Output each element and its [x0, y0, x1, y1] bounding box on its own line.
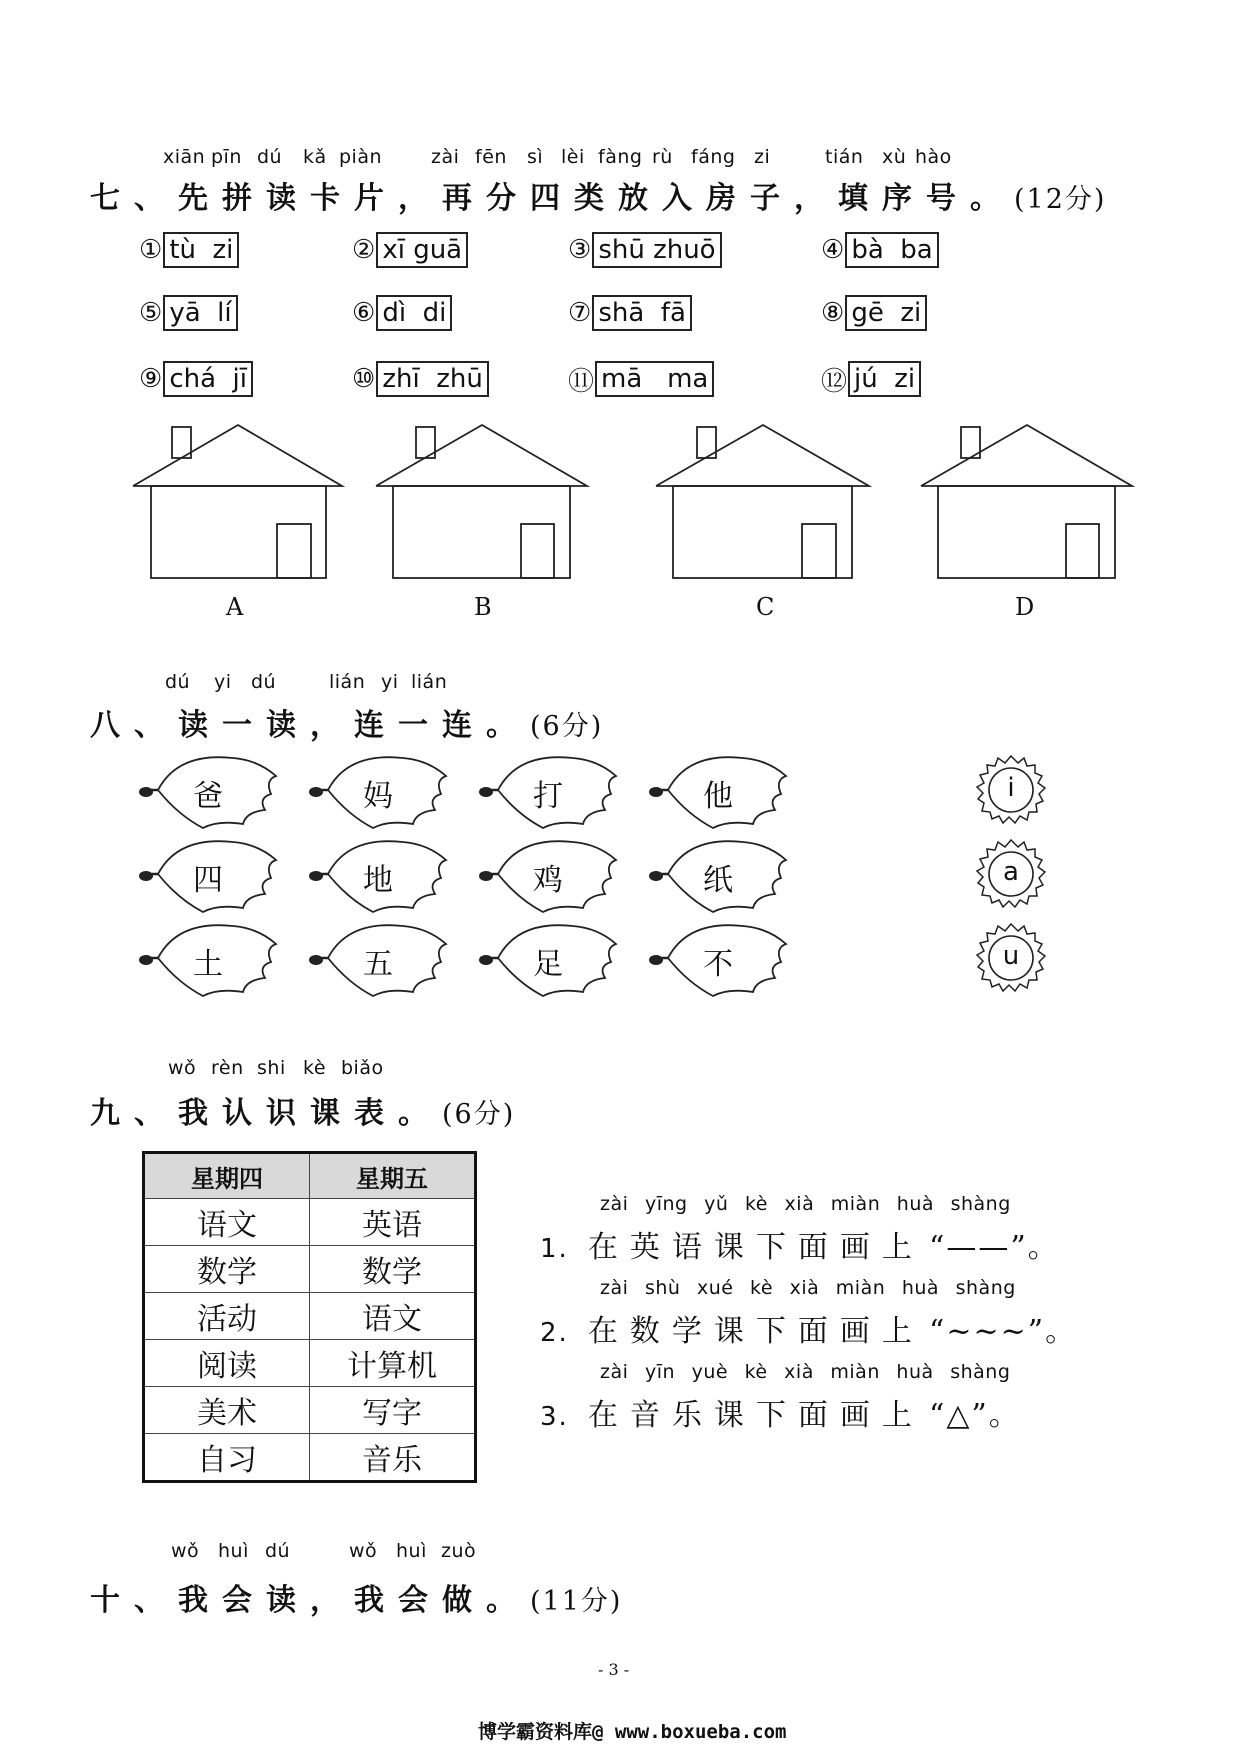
table-cell: 英语: [310, 1199, 476, 1246]
question-2-pinyin: [600, 1277, 1016, 1299]
question-1-pinyin: [600, 1193, 1011, 1215]
pinyin-zi: zi: [754, 146, 771, 168]
houses-drawing: [0, 415, 1241, 590]
pinyin-si: sì: [527, 146, 544, 168]
pinyin-fang: fàng: [598, 146, 643, 168]
house-label-c: C: [756, 593, 775, 621]
pinyin-biao: biǎo: [341, 1057, 384, 1079]
card-text: jú zi: [848, 361, 921, 397]
card-text: mā ma: [595, 361, 714, 397]
card-text: xī guā: [376, 232, 468, 268]
section-8-title: 八、读一读，连一连。: [90, 708, 530, 743]
pinyin-pin: pīn: [211, 146, 242, 168]
table-cell: 写字: [310, 1387, 476, 1434]
house-d-icon: [921, 425, 1132, 578]
section-8-score: (6分): [530, 711, 604, 742]
pinyin-yi2: yi: [381, 671, 399, 693]
pinyin-card-1[interactable]: [139, 232, 239, 268]
pinyin-card-12[interactable]: [821, 361, 921, 397]
leaf-char[interactable]: 地: [363, 863, 393, 898]
card-number: ④: [821, 235, 845, 265]
pinyin: huà: [896, 1361, 934, 1383]
sun-letter[interactable]: u: [1002, 941, 1020, 971]
card-number: ①: [139, 235, 163, 265]
card-text: dì di: [376, 295, 452, 331]
table-row: [144, 1199, 476, 1246]
pinyin: zài: [600, 1193, 629, 1215]
card-number: ⑨: [139, 364, 163, 394]
pinyin-zuo: zuò: [441, 1540, 477, 1562]
section-7-heading: [90, 173, 1106, 217]
pinyin-wo: wǒ: [171, 1540, 200, 1562]
sun-letter[interactable]: i: [1007, 773, 1015, 803]
section-10-heading: [90, 1575, 622, 1619]
pinyin: shàng: [950, 1193, 1011, 1215]
card-text: tù zi: [163, 232, 239, 268]
question-mark: “△”。: [929, 1398, 1021, 1433]
pinyin-pian: piàn: [339, 146, 383, 168]
pinyin: xià: [789, 1277, 820, 1299]
pinyin-card-3[interactable]: [568, 232, 722, 268]
pinyin: huà: [901, 1277, 940, 1299]
pinyin-du2: dú: [251, 671, 277, 693]
table-cell: 数学: [144, 1246, 310, 1293]
pinyin: yǔ: [704, 1193, 729, 1215]
section-7-title: 七、先拼读卡片，再分四类放入房子，填序号。: [90, 181, 1014, 216]
card-number: ⑥: [352, 298, 376, 328]
pinyin-wo2: wǒ: [349, 1540, 378, 1562]
pinyin: zài: [600, 1361, 629, 1383]
table-cell: 活动: [144, 1293, 310, 1340]
pinyin-lian: lián: [329, 671, 366, 693]
pinyin-hao: hào: [915, 146, 952, 168]
pinyin-ka: kǎ: [303, 146, 327, 168]
question-3-pinyin: [600, 1361, 1010, 1383]
question-mark: “——”。: [929, 1230, 1060, 1265]
house-a-icon: [133, 425, 342, 578]
question-number: 2.: [540, 1318, 569, 1348]
pinyin: shàng: [955, 1277, 1016, 1299]
leaf-char[interactable]: 妈: [363, 779, 393, 814]
table-row: [144, 1293, 476, 1340]
question-text: 在音乐课下面画上: [587, 1398, 924, 1433]
card-number: ⑫: [821, 366, 848, 397]
pinyin: miàn: [835, 1277, 886, 1299]
pinyin: yuè: [691, 1361, 729, 1383]
leaf-char[interactable]: 他: [703, 779, 733, 814]
pinyin-ren: rèn: [211, 1057, 244, 1079]
leaf-char[interactable]: 足: [533, 947, 563, 982]
pinyin-zai: zài: [431, 146, 460, 168]
pinyin-ke: kè: [303, 1057, 327, 1079]
leaf-char[interactable]: 四: [193, 863, 223, 898]
pinyin-lei: lèi: [561, 146, 585, 168]
pinyin-card-5[interactable]: [139, 295, 238, 331]
section-7-score: (12分): [1014, 184, 1107, 215]
card-text: chá jī: [163, 361, 253, 397]
pinyin-hui2: huì: [396, 1540, 427, 1562]
pinyin-card-7[interactable]: [568, 295, 692, 331]
card-number: ⑧: [821, 298, 845, 328]
section-9-score: (6分): [442, 1099, 516, 1130]
card-text: gē zi: [845, 295, 927, 331]
pinyin-card-8[interactable]: [821, 295, 927, 331]
table-row: [144, 1340, 476, 1387]
pinyin-du: dú: [265, 1540, 291, 1562]
leaf-char[interactable]: 打: [533, 779, 563, 814]
pinyin-lian2: lián: [411, 671, 448, 693]
question-1: [540, 1222, 1060, 1266]
pinyin-shi: shi: [257, 1057, 286, 1079]
pinyin: kè: [744, 1361, 768, 1383]
pinyin-fen: fēn: [475, 146, 507, 168]
pinyin-card-6[interactable]: [352, 295, 452, 331]
question-number: 1.: [540, 1234, 569, 1264]
card-text: yā lí: [163, 295, 237, 331]
card-text: shā fā: [592, 295, 692, 331]
pinyin: yīng: [644, 1193, 688, 1215]
pinyin-xian: xiān: [163, 146, 206, 168]
question-mark: “~~~”。: [929, 1314, 1078, 1349]
sun-letter[interactable]: a: [1003, 857, 1019, 887]
leaf-char[interactable]: 土: [193, 947, 223, 982]
pinyin-fang2: fáng: [691, 146, 736, 168]
column-header: 星期四: [144, 1153, 310, 1199]
table-row: [144, 1434, 476, 1482]
section-10-title: 十、我会读，我会做。: [90, 1583, 530, 1618]
house-label-a: A: [226, 593, 244, 621]
pinyin: shù: [644, 1277, 681, 1299]
house-label-d: D: [1015, 593, 1035, 621]
pinyin: xué: [696, 1277, 734, 1299]
card-number: ⑪: [568, 366, 595, 397]
pinyin-wo: wǒ: [168, 1057, 197, 1079]
column-header: 星期五: [310, 1153, 476, 1199]
pinyin-card-9[interactable]: [139, 361, 253, 397]
table-cell: 音乐: [310, 1434, 476, 1482]
pinyin: kè: [744, 1193, 768, 1215]
leaf-char[interactable]: 鸡: [533, 863, 563, 898]
question-text: 在英语课下面画上: [587, 1230, 924, 1265]
table-cell: 美术: [144, 1387, 310, 1434]
pinyin-hui: huì: [218, 1540, 249, 1562]
pinyin-card-11[interactable]: [568, 361, 714, 397]
card-number: ③: [568, 235, 592, 265]
footer-watermark[interactable]: 博学霸资料库@ www.boxueba.com: [478, 1721, 787, 1743]
table-row: [144, 1387, 476, 1434]
page-number: - 3 -: [598, 1660, 630, 1679]
table-cell: 自习: [144, 1434, 310, 1482]
section-9-title: 九、我认识课表。: [90, 1096, 442, 1131]
pinyin: xià: [784, 1361, 814, 1383]
pinyin-ru: rù: [652, 146, 673, 168]
card-number: ②: [352, 235, 376, 265]
table-row: [144, 1246, 476, 1293]
leaf-char[interactable]: 爸: [193, 779, 223, 814]
pinyin: miàn: [830, 1361, 880, 1383]
pinyin-yi: yi: [214, 671, 232, 693]
question-3: [540, 1390, 1021, 1434]
pinyin-du: dú: [165, 671, 191, 693]
leaf-char[interactable]: 不: [703, 947, 733, 982]
leaf-char[interactable]: 纸: [703, 863, 733, 898]
house-b-icon: [376, 425, 587, 578]
pinyin-xu: xù: [882, 146, 907, 168]
card-text: shū zhuō: [592, 232, 721, 268]
card-number: ⑤: [139, 298, 163, 328]
pinyin: zài: [600, 1277, 629, 1299]
card-number: ⑩: [352, 364, 376, 394]
card-text: zhī zhū: [376, 361, 488, 397]
section-8-heading: [90, 700, 603, 744]
card-number: ⑦: [568, 298, 592, 328]
section-9-heading: [90, 1088, 515, 1132]
table-cell: 阅读: [144, 1340, 310, 1387]
pinyin-du: dú: [257, 146, 283, 168]
house-c-icon: [656, 425, 869, 578]
card-text: bà ba: [845, 232, 938, 268]
section-10-score: (11分): [530, 1586, 623, 1617]
pinyin: huà: [896, 1193, 935, 1215]
pinyin: shàng: [950, 1361, 1011, 1383]
pinyin-card-4[interactable]: [821, 232, 939, 268]
table-cell: 数学: [310, 1246, 476, 1293]
pinyin-card-10[interactable]: [352, 361, 489, 397]
pinyin: xià: [784, 1193, 815, 1215]
pinyin-card-2[interactable]: [352, 232, 468, 268]
question-text: 在数学课下面画上: [587, 1314, 924, 1349]
house-label-b: B: [474, 593, 492, 621]
table-cell: 语文: [144, 1199, 310, 1246]
schedule-table: [142, 1151, 477, 1483]
table-header-row: [144, 1153, 476, 1199]
pinyin: miàn: [830, 1193, 881, 1215]
pinyin: kè: [750, 1277, 774, 1299]
pinyin: yīn: [644, 1361, 676, 1383]
pinyin-tian: tián: [825, 146, 864, 168]
question-2: [540, 1306, 1077, 1350]
question-number: 3.: [540, 1402, 569, 1432]
table-cell: 计算机: [310, 1340, 476, 1387]
table-cell: 语文: [310, 1293, 476, 1340]
leaf-char[interactable]: 五: [363, 947, 393, 982]
